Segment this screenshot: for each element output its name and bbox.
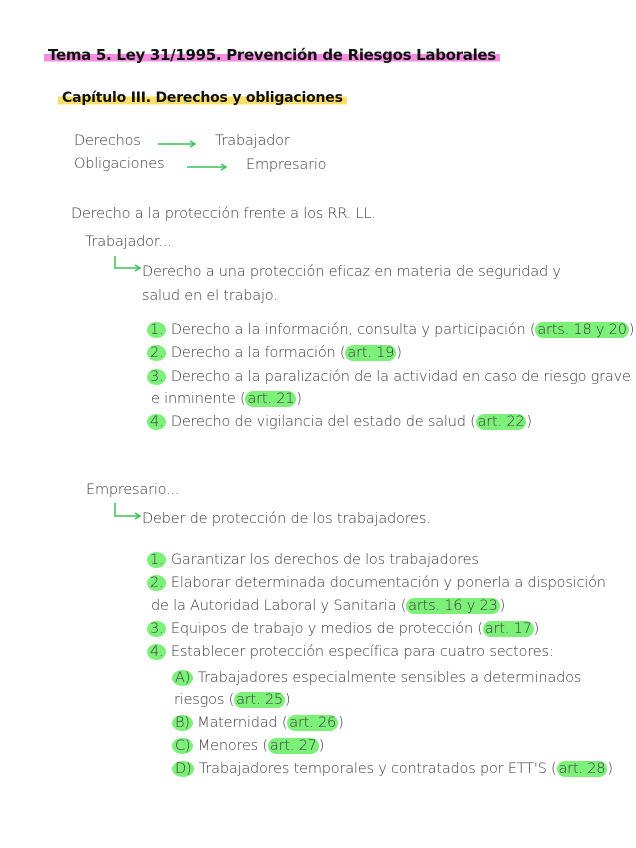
closing-paren: )	[628, 322, 635, 338]
item-text: Establecer protección específica para cuatro sectores:	[170, 644, 554, 660]
closing-paren: )	[499, 598, 506, 614]
item-text: e inminente (	[151, 391, 246, 407]
item-text: riesgos (	[174, 692, 235, 708]
item-number: 4.	[147, 414, 166, 430]
item-number: 2.	[147, 345, 166, 361]
sector-item	[174, 692, 290, 708]
article-reference: art. 27	[269, 738, 317, 754]
item-number: 3.	[147, 369, 166, 385]
closing-paren: )	[396, 345, 402, 361]
item-number: 2.	[147, 575, 166, 591]
article-reference: arts. 18 y 20	[537, 322, 627, 338]
empresario-duty-item	[147, 644, 554, 660]
item-text: Derecho a la formación (	[170, 345, 346, 361]
arrow-right-icon	[158, 141, 198, 151]
empresario-duty-item	[147, 552, 479, 568]
empresario-duty-item	[147, 575, 606, 591]
item-number: 1.	[147, 322, 166, 338]
empresario-duty-item	[151, 598, 505, 614]
corner-arrow-icon	[113, 503, 143, 525]
sector-item	[172, 738, 324, 754]
item-text: Derecho a la información, consulta y participación (	[170, 322, 536, 338]
closing-paren: )	[607, 761, 613, 777]
item-text: Trabajadores temporales y contratados por ETT'S (	[198, 761, 557, 777]
article-reference: art. 19	[347, 345, 395, 361]
sector-item	[172, 670, 581, 686]
article-reference: art. 25	[236, 692, 283, 708]
article-reference: arts. 16 y 23	[408, 598, 498, 614]
closing-paren: )	[338, 715, 344, 731]
empresario-label: Empresario	[246, 157, 327, 173]
closing-paren: )	[533, 621, 540, 637]
trabajador-right-item	[147, 414, 532, 430]
trabajador-label: Trabajador	[215, 133, 290, 149]
empresario-heading: Empresario...	[86, 482, 180, 498]
closing-paren: )	[318, 738, 325, 754]
article-reference: art. 17	[484, 621, 532, 637]
arrow-right-icon	[187, 164, 229, 174]
item-text: Trabajadores especialmente sensibles a determinados	[197, 670, 582, 686]
trabajador-right-item	[147, 322, 634, 338]
empresario-duty-item	[147, 621, 539, 637]
item-text: Menores (	[197, 738, 268, 754]
item-number: D)	[172, 761, 194, 777]
item-number: 1.	[147, 552, 166, 568]
article-reference: art. 28	[558, 761, 606, 777]
empresario-desc: Deber de protección de los trabajadores.	[142, 511, 431, 527]
item-text: de la Autoridad Laboral y Sanitaria (	[151, 598, 407, 614]
item-text: Garantizar los derechos de los trabajadores	[170, 552, 479, 568]
item-number: A)	[172, 670, 193, 686]
item-number: 4.	[147, 644, 166, 660]
item-text: Derecho de vigilancia del estado de salud (	[170, 414, 476, 430]
trabajador-right-item	[151, 391, 302, 407]
item-text: Derecho a la paralización de la actividad en caso de riesgo grave	[170, 369, 631, 385]
item-text: Maternidad (	[197, 715, 288, 731]
closing-paren: )	[296, 391, 302, 407]
trabajador-desc-line1: Derecho a una protección eficaz en materia de seguridad y	[142, 264, 561, 280]
item-text: Equipos de trabajo y medios de protección (	[170, 621, 483, 637]
derechos-label: Derechos	[74, 133, 141, 149]
chapter-subtitle: Capítulo III. Derechos y obligaciones	[58, 90, 347, 106]
closing-paren: )	[284, 692, 291, 708]
trabajador-right-item	[147, 345, 402, 361]
article-reference: art. 26	[289, 715, 337, 731]
sector-item	[172, 761, 613, 777]
item-number: 3.	[147, 621, 166, 637]
trabajador-desc-line2: salud en el trabajo.	[142, 288, 278, 304]
item-number: C)	[172, 738, 193, 754]
item-text: Elaborar determinada documentación y ponerla a disposición	[170, 575, 606, 591]
proteccion-heading: Derecho a la protección frente a los RR. LL.	[71, 206, 376, 222]
corner-arrow-icon	[113, 256, 143, 278]
item-number: B)	[172, 715, 193, 731]
trabajador-heading: Trabajador...	[85, 234, 172, 250]
trabajador-right-item	[147, 369, 631, 385]
obligaciones-label: Obligaciones	[74, 156, 165, 172]
article-reference: art. 22	[477, 414, 525, 430]
sector-item	[172, 715, 344, 731]
page-title: Tema 5. Ley 31/1995. Prevención de Riesgos Laborales	[44, 46, 500, 64]
article-reference: art. 21	[247, 391, 295, 407]
closing-paren: )	[526, 414, 532, 430]
